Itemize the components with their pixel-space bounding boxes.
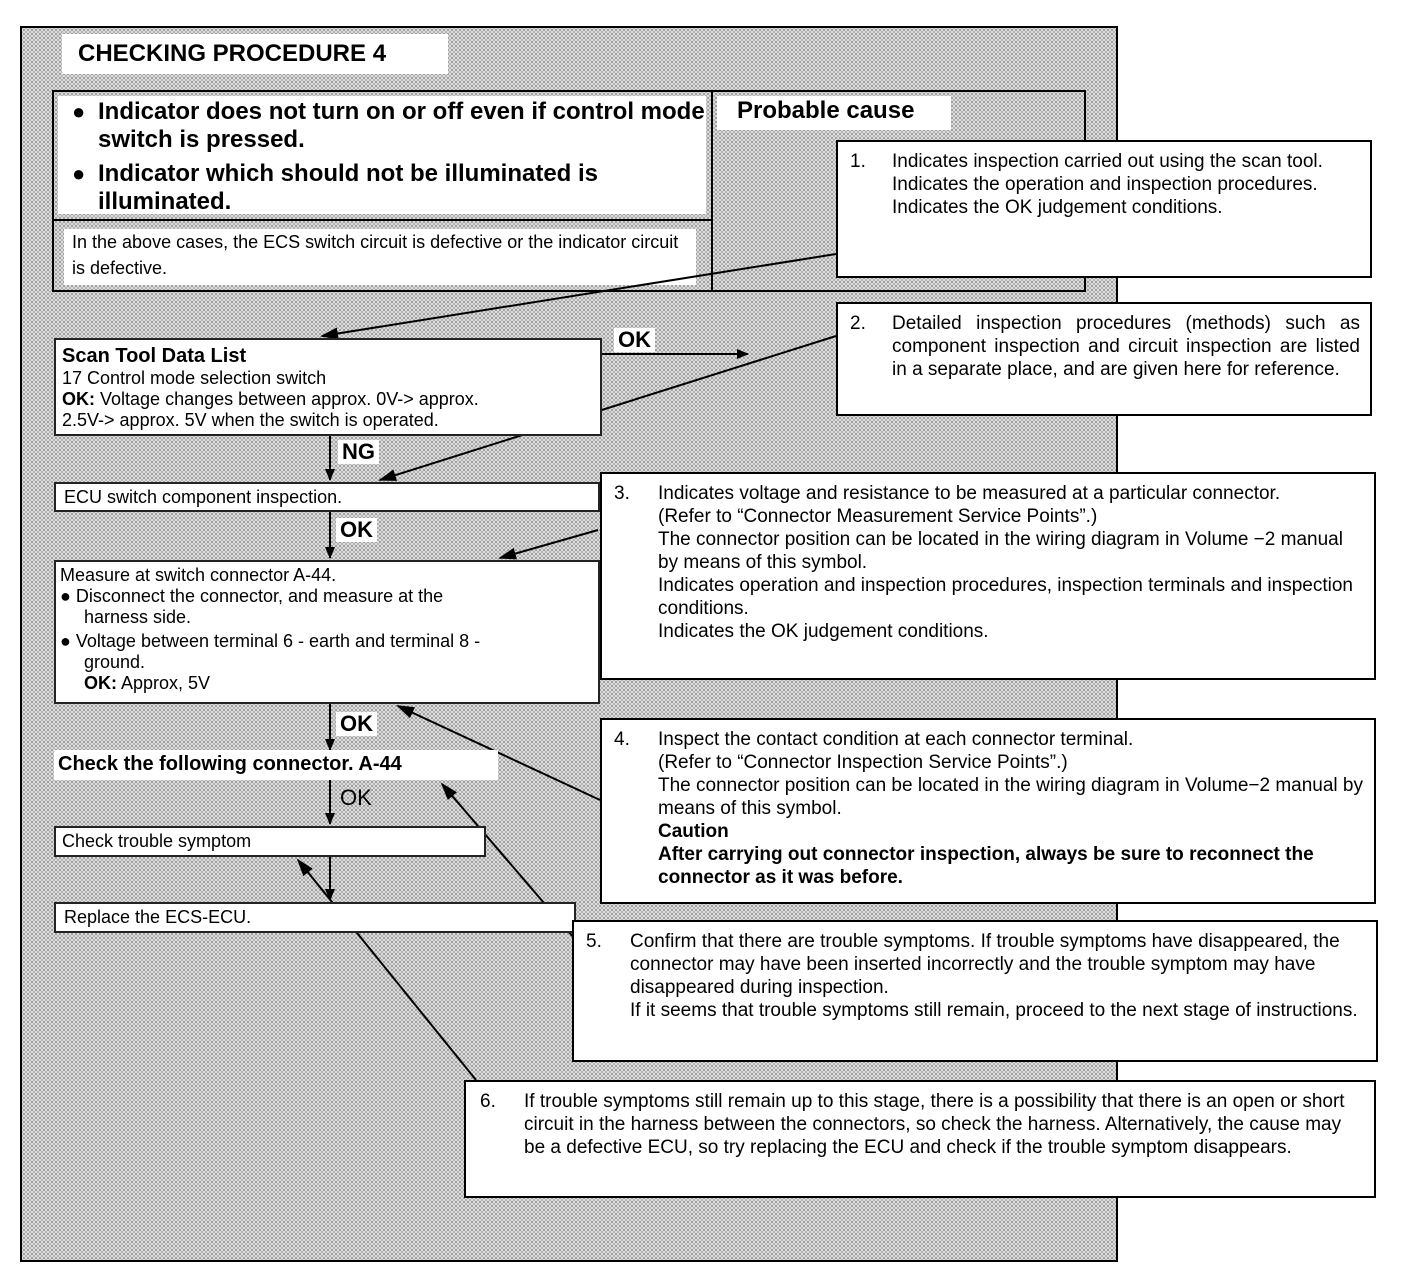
scan-tool-ok-line <box>62 389 600 410</box>
measure-line: Measure at switch connector A-44. <box>60 565 337 585</box>
callout-text: (Refer to “Connector Inspection Service Points”.) <box>658 752 1068 773</box>
replace-ecu-box: Replace the ECS-ECU. <box>54 902 576 933</box>
callout-2 <box>836 302 1372 416</box>
callout-5 <box>572 920 1378 1062</box>
measure-bullet <box>60 586 598 607</box>
ok-label-1: OK <box>336 518 377 542</box>
callout-text: If it seems that trouble symptoms still remain, proceed to the next stage of instructions. <box>630 1000 1358 1021</box>
callout-text: (Refer to “Connector Measurement Service Points”.) <box>658 506 1098 527</box>
callout-text: Indicates inspection carried out using the scan tool. <box>892 151 1323 172</box>
callout-text: Indicates operation and inspection procedures, inspection terminals and inspection conditions. <box>658 575 1353 619</box>
callout-6 <box>464 1080 1376 1198</box>
probable-cause-header: Probable cause <box>717 96 951 130</box>
ecu-switch-box: ECU switch component inspection. <box>54 482 600 512</box>
callout-text: The connector position can be located in the wiring diagram in Volume −2 manual by means of this symbol. <box>658 529 1343 573</box>
check-connector-box: Check the following connector. A-44 <box>54 750 498 780</box>
ok-label: OK: <box>62 389 95 409</box>
page-title: CHECKING PROCEDURE 4 <box>62 34 448 74</box>
ok-label-2: OK <box>336 712 377 736</box>
callout-number: 4. <box>614 729 630 750</box>
ok-label: OK: <box>84 673 117 693</box>
cases-note: In the above cases, the ECS switch circuit is defective or the indicator circuit is defective. <box>64 229 696 285</box>
callout-text: The connector position can be located in the wiring diagram in Volume−2 manual by means of this symbol. <box>658 775 1364 819</box>
measure-bullet <box>60 631 598 652</box>
measure-text: ground. <box>84 652 146 672</box>
measure-box <box>54 560 600 704</box>
callout-text: Indicates voltage and resistance to be measured at a particular connector. <box>658 483 1281 504</box>
callout-number: 6. <box>480 1091 496 1112</box>
callout-text: Indicates the operation and inspection procedures. <box>892 174 1318 195</box>
measure-ok-line <box>60 673 598 694</box>
ok-label-3: OK <box>340 785 372 810</box>
callout-4 <box>600 718 1376 904</box>
symptom-text: Indicator which should not be illuminated is illuminated. <box>98 160 599 215</box>
bullet-icon: ● <box>72 161 86 186</box>
callout-number: 2. <box>850 313 866 334</box>
measure-text: harness side. <box>84 607 192 627</box>
ok-right-label: OK <box>614 328 655 352</box>
callout-text: Indicates the OK judgement conditions. <box>658 621 989 642</box>
symptom-text: Indicator does not turn on or off even if control mode switch is pressed. <box>98 98 705 153</box>
bullet-icon: ● <box>60 631 71 651</box>
caution-text: After carrying out connector inspection, always be sure to reconnect the connector as it was before. <box>658 844 1314 888</box>
callout-3 <box>600 472 1376 680</box>
check-symptom-box: Check trouble symptom <box>54 826 486 857</box>
callout-1 <box>836 140 1372 278</box>
ok-text: Approx, 5V <box>121 673 211 693</box>
callout-number: 1. <box>850 151 866 172</box>
caution-heading: Caution <box>658 821 729 842</box>
callout-text: Detailed inspection procedures (methods) such as component inspection and circuit inspection are listed in a separate place, and are given here for reference. <box>892 313 1360 380</box>
measure-text: Voltage between terminal 6 - earth and terminal 8 - <box>75 631 481 651</box>
callout-text: Inspect the contact condition at each connector terminal. <box>658 729 1134 750</box>
callout-text: Confirm that there are trouble symptoms. If trouble symptoms have disappeared, the connector may have been inserted incorrectly and the trouble symptom may have disappeared during inspection. <box>630 931 1340 998</box>
scan-tool-line: 17 Control mode selection switch <box>62 368 327 388</box>
scan-tool-box <box>54 338 602 436</box>
callout-text: Indicates the OK judgement conditions. <box>892 197 1223 218</box>
callout-number: 3. <box>614 483 630 504</box>
ng-label: NG <box>338 440 379 464</box>
bullet-icon: ● <box>60 586 71 606</box>
measure-text: Disconnect the connector, and measure at the <box>75 586 444 606</box>
scan-tool-heading: Scan Tool Data List <box>62 345 247 367</box>
callout-text: If trouble symptoms still remain up to this stage, there is a possibility that there is an open or short circuit in the harness between the connectors, so check the harness. Alternatively, the cause may be a defective ECU, so try replacing the ECU and check if the trouble symptom disappears. <box>524 1091 1345 1158</box>
callout-number: 5. <box>586 931 602 952</box>
ok-text: Voltage changes between approx. 0V-> approx. <box>100 389 479 409</box>
bullet-icon: ● <box>72 99 86 124</box>
scan-tool-line: 2.5V-> approx. 5V when the switch is operated. <box>62 410 439 430</box>
